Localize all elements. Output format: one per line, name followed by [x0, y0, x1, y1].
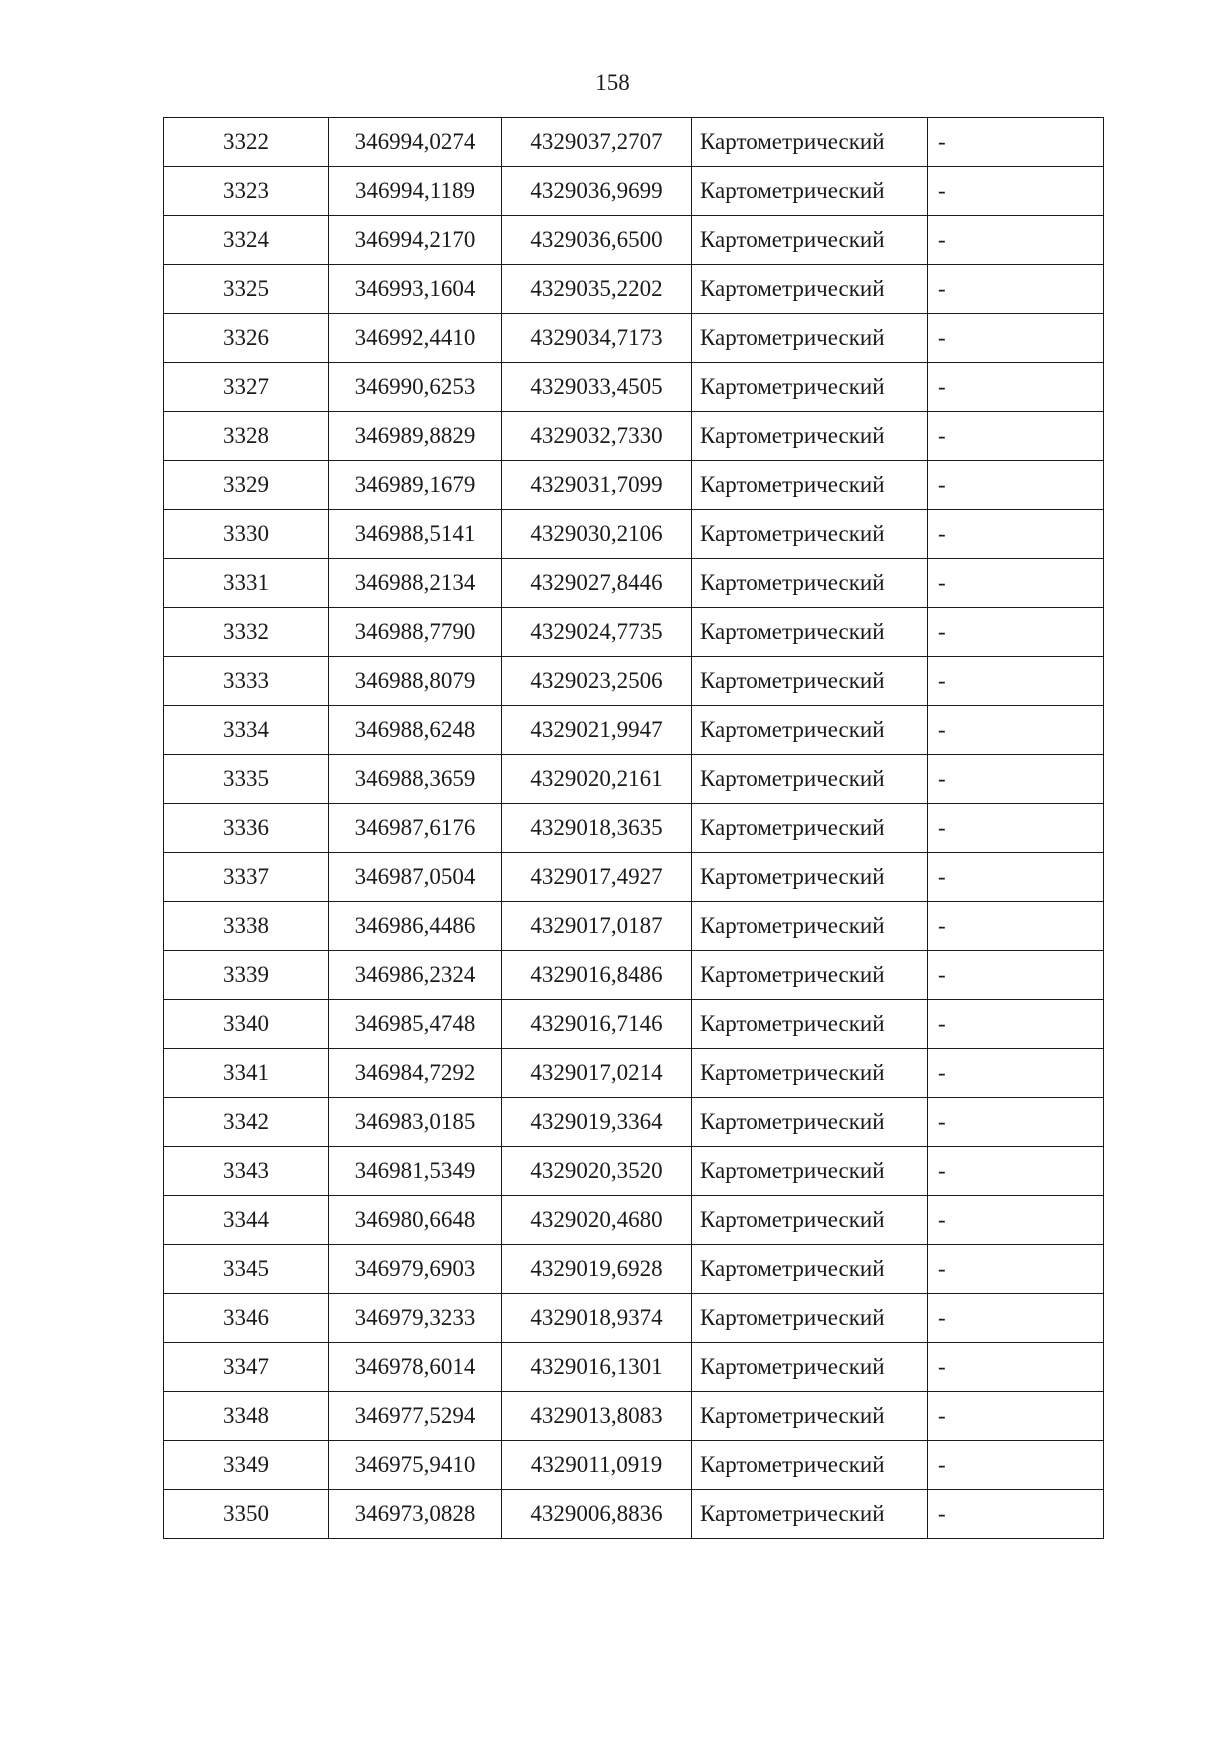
y-coordinate-cell: 4329034,7173: [502, 314, 692, 363]
point-number-cell: 3341: [164, 1049, 329, 1098]
point-number-cell: 3340: [164, 1000, 329, 1049]
y-coordinate-cell: 4329016,1301: [502, 1343, 692, 1392]
error-cell: -: [928, 1294, 1104, 1343]
y-coordinate-cell: 4329020,3520: [502, 1147, 692, 1196]
x-coordinate-cell: 346989,8829: [329, 412, 502, 461]
x-coordinate-cell: 346985,4748: [329, 1000, 502, 1049]
x-coordinate-cell: 346986,2324: [329, 951, 502, 1000]
point-number-cell: 3333: [164, 657, 329, 706]
error-cell: -: [928, 510, 1104, 559]
y-coordinate-cell: 4329018,3635: [502, 804, 692, 853]
y-coordinate-cell: 4329024,7735: [502, 608, 692, 657]
table-row: [164, 216, 1104, 265]
y-coordinate-cell: 4329036,9699: [502, 167, 692, 216]
method-cell: Картометрический: [692, 1441, 928, 1490]
error-cell: -: [928, 461, 1104, 510]
x-coordinate-cell: 346973,0828: [329, 1490, 502, 1539]
x-coordinate-cell: 346988,5141: [329, 510, 502, 559]
point-number-cell: 3327: [164, 363, 329, 412]
method-cell: Картометрический: [692, 461, 928, 510]
point-number-cell: 3326: [164, 314, 329, 363]
method-cell: Картометрический: [692, 118, 928, 167]
table-body: [164, 118, 1104, 1539]
error-cell: -: [928, 902, 1104, 951]
y-coordinate-cell: 4329013,8083: [502, 1392, 692, 1441]
method-cell: Картометрический: [692, 1490, 928, 1539]
point-number-cell: 3334: [164, 706, 329, 755]
y-coordinate-cell: 4329037,2707: [502, 118, 692, 167]
y-coordinate-cell: 4329027,8446: [502, 559, 692, 608]
x-coordinate-cell: 346994,2170: [329, 216, 502, 265]
coordinates-table: [163, 117, 1104, 1539]
method-cell: Картометрический: [692, 314, 928, 363]
y-coordinate-cell: 4329036,6500: [502, 216, 692, 265]
method-cell: Картометрический: [692, 1343, 928, 1392]
table-row: [164, 804, 1104, 853]
table-row: [164, 510, 1104, 559]
x-coordinate-cell: 346983,0185: [329, 1098, 502, 1147]
table-row: [164, 608, 1104, 657]
point-number-cell: 3346: [164, 1294, 329, 1343]
error-cell: -: [928, 804, 1104, 853]
x-coordinate-cell: 346989,1679: [329, 461, 502, 510]
error-cell: -: [928, 363, 1104, 412]
y-coordinate-cell: 4329018,9374: [502, 1294, 692, 1343]
error-cell: -: [928, 1196, 1104, 1245]
point-number-cell: 3336: [164, 804, 329, 853]
method-cell: Картометрический: [692, 1098, 928, 1147]
table-row: [164, 1490, 1104, 1539]
error-cell: -: [928, 1147, 1104, 1196]
y-coordinate-cell: 4329023,2506: [502, 657, 692, 706]
point-number-cell: 3343: [164, 1147, 329, 1196]
error-cell: -: [928, 265, 1104, 314]
point-number-cell: 3342: [164, 1098, 329, 1147]
y-coordinate-cell: 4329017,0214: [502, 1049, 692, 1098]
point-number-cell: 3328: [164, 412, 329, 461]
table-row: [164, 1245, 1104, 1294]
table-row: [164, 1147, 1104, 1196]
method-cell: Картометрический: [692, 902, 928, 951]
y-coordinate-cell: 4329019,6928: [502, 1245, 692, 1294]
y-coordinate-cell: 4329006,8836: [502, 1490, 692, 1539]
point-number-cell: 3330: [164, 510, 329, 559]
table-row: [164, 167, 1104, 216]
error-cell: -: [928, 216, 1104, 265]
x-coordinate-cell: 346979,3233: [329, 1294, 502, 1343]
error-cell: -: [928, 1098, 1104, 1147]
table-row: [164, 265, 1104, 314]
method-cell: Картометрический: [692, 1196, 928, 1245]
method-cell: Картометрический: [692, 363, 928, 412]
x-coordinate-cell: 346993,1604: [329, 265, 502, 314]
y-coordinate-cell: 4329020,2161: [502, 755, 692, 804]
method-cell: Картометрический: [692, 657, 928, 706]
table-row: [164, 1049, 1104, 1098]
method-cell: Картометрический: [692, 265, 928, 314]
table-row: [164, 314, 1104, 363]
x-coordinate-cell: 346984,7292: [329, 1049, 502, 1098]
table-row: [164, 559, 1104, 608]
error-cell: -: [928, 1490, 1104, 1539]
method-cell: Картометрический: [692, 1049, 928, 1098]
y-coordinate-cell: 4329030,2106: [502, 510, 692, 559]
table-row: [164, 1098, 1104, 1147]
x-coordinate-cell: 346977,5294: [329, 1392, 502, 1441]
table-row: [164, 1000, 1104, 1049]
table-row: [164, 118, 1104, 167]
point-number-cell: 3350: [164, 1490, 329, 1539]
point-number-cell: 3349: [164, 1441, 329, 1490]
table-row: [164, 1196, 1104, 1245]
x-coordinate-cell: 346987,6176: [329, 804, 502, 853]
error-cell: -: [928, 412, 1104, 461]
error-cell: -: [928, 755, 1104, 804]
x-coordinate-cell: 346979,6903: [329, 1245, 502, 1294]
x-coordinate-cell: 346988,6248: [329, 706, 502, 755]
y-coordinate-cell: 4329016,8486: [502, 951, 692, 1000]
table-row: [164, 657, 1104, 706]
method-cell: Картометрический: [692, 1392, 928, 1441]
method-cell: Картометрический: [692, 804, 928, 853]
y-coordinate-cell: 4329032,7330: [502, 412, 692, 461]
x-coordinate-cell: 346988,8079: [329, 657, 502, 706]
error-cell: -: [928, 314, 1104, 363]
error-cell: -: [928, 657, 1104, 706]
method-cell: Картометрический: [692, 1147, 928, 1196]
x-coordinate-cell: 346988,2134: [329, 559, 502, 608]
page-number: 158: [595, 70, 630, 95]
table-row: [164, 1392, 1104, 1441]
point-number-cell: 3332: [164, 608, 329, 657]
method-cell: Картометрический: [692, 755, 928, 804]
x-coordinate-cell: 346986,4486: [329, 902, 502, 951]
x-coordinate-cell: 346992,4410: [329, 314, 502, 363]
table-row: [164, 755, 1104, 804]
error-cell: -: [928, 167, 1104, 216]
table-row: [164, 706, 1104, 755]
method-cell: Картометрический: [692, 853, 928, 902]
x-coordinate-cell: 346981,5349: [329, 1147, 502, 1196]
x-coordinate-cell: 346975,9410: [329, 1441, 502, 1490]
point-number-cell: 3335: [164, 755, 329, 804]
table-row: [164, 412, 1104, 461]
y-coordinate-cell: 4329035,2202: [502, 265, 692, 314]
point-number-cell: 3338: [164, 902, 329, 951]
table-row: [164, 363, 1104, 412]
y-coordinate-cell: 4329017,0187: [502, 902, 692, 951]
y-coordinate-cell: 4329017,4927: [502, 853, 692, 902]
point-number-cell: 3339: [164, 951, 329, 1000]
table-row: [164, 1343, 1104, 1392]
method-cell: Картометрический: [692, 706, 928, 755]
y-coordinate-cell: 4329021,9947: [502, 706, 692, 755]
method-cell: Картометрический: [692, 951, 928, 1000]
x-coordinate-cell: 346980,6648: [329, 1196, 502, 1245]
error-cell: -: [928, 1049, 1104, 1098]
table-row: [164, 853, 1104, 902]
method-cell: Картометрический: [692, 559, 928, 608]
x-coordinate-cell: 346990,6253: [329, 363, 502, 412]
y-coordinate-cell: 4329031,7099: [502, 461, 692, 510]
x-coordinate-cell: 346988,3659: [329, 755, 502, 804]
y-coordinate-cell: 4329019,3364: [502, 1098, 692, 1147]
method-cell: Картометрический: [692, 216, 928, 265]
y-coordinate-cell: 4329020,4680: [502, 1196, 692, 1245]
table-row: [164, 951, 1104, 1000]
point-number-cell: 3325: [164, 265, 329, 314]
error-cell: -: [928, 1441, 1104, 1490]
x-coordinate-cell: 346988,7790: [329, 608, 502, 657]
x-coordinate-cell: 346994,1189: [329, 167, 502, 216]
point-number-cell: 3337: [164, 853, 329, 902]
method-cell: Картометрический: [692, 412, 928, 461]
y-coordinate-cell: 4329011,0919: [502, 1441, 692, 1490]
table-row: [164, 461, 1104, 510]
point-number-cell: 3324: [164, 216, 329, 265]
error-cell: -: [928, 118, 1104, 167]
method-cell: Картометрический: [692, 1294, 928, 1343]
method-cell: Картометрический: [692, 167, 928, 216]
error-cell: -: [928, 1245, 1104, 1294]
point-number-cell: 3347: [164, 1343, 329, 1392]
method-cell: Картометрический: [692, 1245, 928, 1294]
error-cell: -: [928, 608, 1104, 657]
table-row: [164, 1441, 1104, 1490]
error-cell: -: [928, 1000, 1104, 1049]
point-number-cell: 3345: [164, 1245, 329, 1294]
method-cell: Картометрический: [692, 1000, 928, 1049]
point-number-cell: 3348: [164, 1392, 329, 1441]
point-number-cell: 3331: [164, 559, 329, 608]
point-number-cell: 3344: [164, 1196, 329, 1245]
table-row: [164, 1294, 1104, 1343]
error-cell: -: [928, 706, 1104, 755]
method-cell: Картометрический: [692, 510, 928, 559]
error-cell: -: [928, 951, 1104, 1000]
y-coordinate-cell: 4329016,7146: [502, 1000, 692, 1049]
error-cell: -: [928, 559, 1104, 608]
error-cell: -: [928, 1343, 1104, 1392]
method-cell: Картометрический: [692, 608, 928, 657]
x-coordinate-cell: 346978,6014: [329, 1343, 502, 1392]
point-number-cell: 3322: [164, 118, 329, 167]
x-coordinate-cell: 346994,0274: [329, 118, 502, 167]
point-number-cell: 3329: [164, 461, 329, 510]
point-number-cell: 3323: [164, 167, 329, 216]
x-coordinate-cell: 346987,0504: [329, 853, 502, 902]
error-cell: -: [928, 1392, 1104, 1441]
table-row: [164, 902, 1104, 951]
error-cell: -: [928, 853, 1104, 902]
y-coordinate-cell: 4329033,4505: [502, 363, 692, 412]
